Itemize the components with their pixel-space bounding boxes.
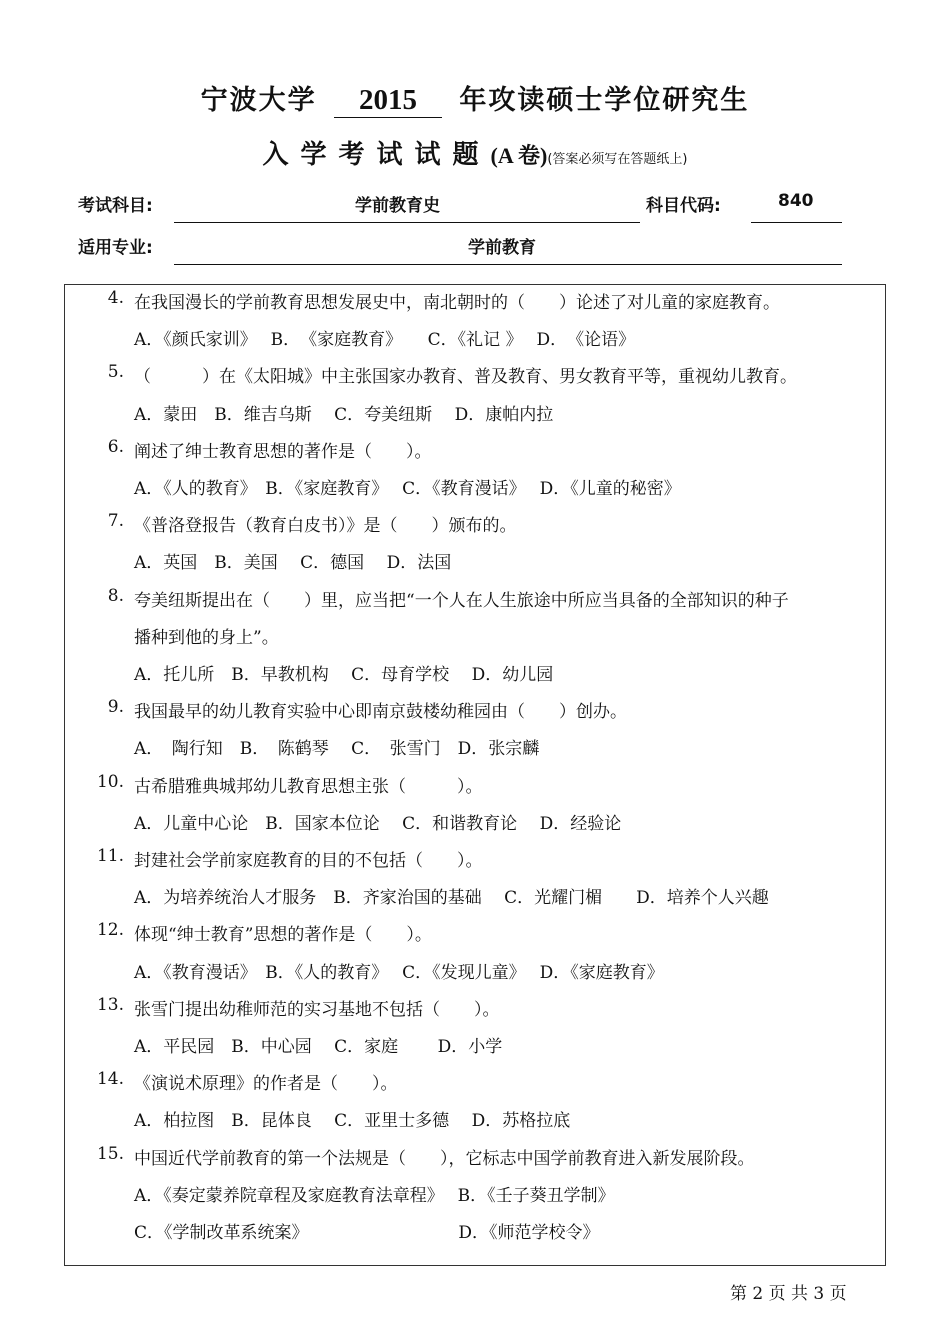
question-number: 5. <box>107 362 124 383</box>
page-number: 第 2 页 共 3 页 <box>730 1284 847 1304</box>
question-stem: 《普洛登报告（教育白皮书）》是（ ）颁布的。 <box>134 516 517 537</box>
question-number: 11. <box>96 846 124 866</box>
question-number: 15. <box>96 1143 124 1164</box>
question-number: 13. <box>96 994 124 1015</box>
exam-title-line2 <box>0 134 950 171</box>
question-number: 14. <box>96 1069 124 1090</box>
question-number: 8. <box>107 585 124 606</box>
code-underline <box>751 222 842 223</box>
major-underline <box>174 264 842 265</box>
subject-label: 考试科目: <box>78 196 153 216</box>
paper-label: (A 卷) <box>490 143 548 168</box>
question-number: 4. <box>107 288 124 308</box>
subject-underline <box>174 222 640 223</box>
answer-options: C．《学制改革系统案》 D．《师范学校令》 <box>134 1223 600 1243</box>
question-number: 7. <box>107 511 124 532</box>
question-stem: 在我国漫长的学前教育思想发展史中，南北朝时的（ ）论述了对儿童的家庭教育。 <box>134 293 780 313</box>
university-name: 宁波大学 <box>200 85 317 116</box>
answer-options: A．为培养统治人才服务 B．齐家治国的基础 C．光耀门楣 D．培养个人兴趣 <box>134 888 769 909</box>
question-stem: 古希腊雅典城邦幼儿教育思想主张（ ）。 <box>134 776 483 797</box>
question-number: 12. <box>96 920 124 941</box>
question-stem: 中国近代学前教育的第一个法规是（ ），它标志中国学前教育进入新发展阶段。 <box>134 1148 755 1169</box>
answer-options: A．蒙田 B．维吉乌斯 C．夸美纽斯 D．康帕内拉 <box>134 404 554 425</box>
code-value: 840 <box>778 191 814 211</box>
answer-options: A．《颜氏家训》 B． 《家庭教育》 C．《礼记 》 D． 《论语》 <box>134 330 636 351</box>
title-tail: 年攻读硕士学位研究生 <box>459 85 750 116</box>
question-stem: 封建社会学前家庭教育的目的不包括（ ）。 <box>134 851 483 871</box>
answer-options: A．儿童中心论 B．国家本位论 C．和谐教育论 D．经验论 <box>134 813 622 834</box>
question-stem: 体现“绅士教育”思想的著作是（ ）。 <box>134 925 432 946</box>
question-stem: 《演说术原理》的作者是（ ）。 <box>134 1074 398 1095</box>
question-stem: 夸美纽斯提出在（ ）里，应当把“一个人在人生旅途中所应当具备的全部知识的种子 <box>134 590 789 611</box>
answer-options: A．《教育漫话》 B．《人的教育》 C．《发现儿童》 D．《家庭教育》 <box>134 962 664 983</box>
question-stem: 张雪门提出幼稚师范的实习基地不包括（ ）。 <box>134 999 500 1020</box>
answer-options: A．平民园 B．中心园 C．家庭 D．小学 <box>134 1037 503 1057</box>
subject-value: 学前教育史 <box>355 196 440 216</box>
question-stem-continued: 播种到他的身上”。 <box>134 627 279 648</box>
question-number: 9. <box>107 697 124 718</box>
code-label: 科目代码: <box>646 196 721 216</box>
exam-title-line1 <box>0 78 950 118</box>
answer-options: A．《奏定蒙养院章程及家庭教育法章程》 B．《壬子葵丑学制》 <box>134 1185 615 1206</box>
major-label: 适用专业: <box>78 238 153 258</box>
question-stem: 阐述了绅士教育思想的著作是（ ）。 <box>134 441 432 462</box>
answer-note: (答案必须写在答题纸上) <box>547 152 688 167</box>
answer-options: A．柏拉图 B．昆体良 C．亚里士多德 D．苏格拉底 <box>134 1111 571 1132</box>
exam-title: 入学考试试题 <box>262 140 491 170</box>
exam-year: 2015 <box>334 84 442 118</box>
question-stem: （ ）在《太阳城》中主张国家办教育、普及教育、男女教育平等，重视幼儿教育。 <box>134 367 797 388</box>
question-stem: 我国最早的幼儿教育实验中心即南京鼓楼幼稚园由（ ）创办。 <box>134 702 627 723</box>
question-number: 6. <box>107 436 124 457</box>
answer-options: A．托儿所 B．早教机构 C．母育学校 D．幼儿园 <box>134 665 554 685</box>
major-value: 学前教育 <box>468 238 536 258</box>
question-number: 10. <box>96 771 124 792</box>
answer-options: A． 陶行知 B． 陈鹤琴 C． 张雪门 D．张宗麟 <box>134 739 540 760</box>
answer-options: A．英国 B．美国 C．德国 D．法国 <box>134 553 452 574</box>
answer-options: A．《人的教育》 B．《家庭教育》 C．《教育漫话》 D．《儿童的秘密》 <box>134 479 681 499</box>
